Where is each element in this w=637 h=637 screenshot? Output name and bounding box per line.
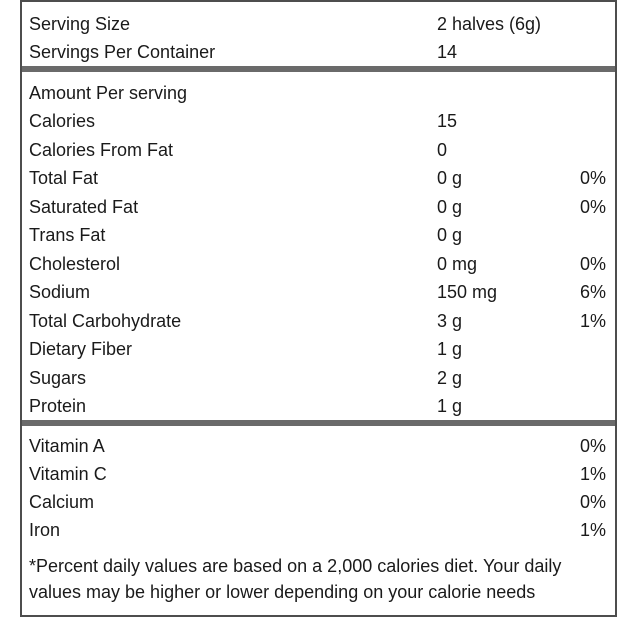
nutrient-row-sugars <box>22 364 615 392</box>
nutrient-row-total-fat <box>22 164 615 192</box>
nutrient-amount: 1 g <box>437 339 463 359</box>
nutrient-daily-value: 0% <box>579 168 606 188</box>
vitamin-row-vitamin-a <box>22 432 615 460</box>
vitamin-row-iron <box>22 516 615 544</box>
nutrient-name: Sodium <box>29 282 91 302</box>
nutrient-row-total-carbohydrate <box>22 307 615 335</box>
servings-per-container-row <box>22 38 615 66</box>
nutrient-amount: 2 g <box>437 368 463 388</box>
servings-per-container-value: 14 <box>437 42 458 62</box>
nutrient-name: Cholesterol <box>29 254 121 274</box>
nutrient-row-protein <box>22 392 615 420</box>
nutrition-facts-label <box>20 0 617 617</box>
nutrient-row-cholesterol <box>22 250 615 278</box>
vitamin-name: Iron <box>29 520 61 540</box>
nutrient-name: Saturated Fat <box>29 197 139 217</box>
nutrient-amount: 15 <box>437 111 458 131</box>
section-divider <box>22 66 615 72</box>
daily-value-footnote: *Percent daily values are based on a 2,000 calories diet. Your daily values may be higher or lower depending on your calorie needs <box>29 556 562 602</box>
nutrient-amount: 0 g <box>437 168 463 188</box>
nutrient-row-saturated-fat <box>22 193 615 221</box>
servings-per-container-label: Servings Per Container <box>29 42 216 62</box>
nutrient-row-sodium <box>22 278 615 306</box>
vitamin-name: Vitamin A <box>29 436 105 456</box>
nutrient-name: Total Fat <box>29 168 99 188</box>
vitamin-daily-value: 0% <box>579 492 606 512</box>
vitamin-daily-value: 1% <box>579 520 606 540</box>
amount-per-serving-header <box>22 79 615 107</box>
vitamin-daily-value: 1% <box>579 464 606 484</box>
nutrient-daily-value: 0% <box>579 197 606 217</box>
nutrient-name: Calories <box>29 111 96 131</box>
nutrient-row-dietary-fiber <box>22 335 615 363</box>
nutrient-row-calories-from-fat <box>22 136 615 164</box>
nutrient-daily-value: 6% <box>579 282 606 302</box>
section-divider <box>22 420 615 426</box>
nutrient-row-trans-fat <box>22 221 615 249</box>
vitamin-name: Vitamin C <box>29 464 107 484</box>
nutrient-daily-value: 1% <box>579 311 606 331</box>
nutrient-daily-value: 0% <box>579 254 606 274</box>
nutrient-amount: 0 <box>437 140 448 160</box>
serving-size-label: Serving Size <box>29 14 131 34</box>
nutrient-name: Total Carbohydrate <box>29 311 182 331</box>
serving-size-value: 2 halves (6g) <box>437 14 542 34</box>
nutrient-amount: 0 g <box>437 197 463 217</box>
vitamin-row-vitamin-c <box>22 460 615 488</box>
vitamin-name: Calcium <box>29 492 95 512</box>
amount-per-serving-label: Amount Per serving <box>29 83 188 103</box>
vitamin-row-calcium <box>22 488 615 516</box>
nutrient-amount: 0 mg <box>437 254 478 274</box>
nutrient-name: Trans Fat <box>29 225 106 245</box>
nutrient-amount: 3 g <box>437 311 463 331</box>
nutrient-amount: 150 mg <box>437 282 498 302</box>
nutrient-row-calories <box>22 107 615 135</box>
nutrient-name: Dietary Fiber <box>29 339 133 359</box>
nutrient-amount: 0 g <box>437 225 463 245</box>
vitamin-daily-value: 0% <box>579 436 606 456</box>
nutrient-name: Sugars <box>29 368 87 388</box>
nutrient-name: Protein <box>29 396 87 416</box>
serving-size-row <box>22 10 615 38</box>
nutrient-amount: 1 g <box>437 396 463 416</box>
nutrient-name: Calories From Fat <box>29 140 174 160</box>
